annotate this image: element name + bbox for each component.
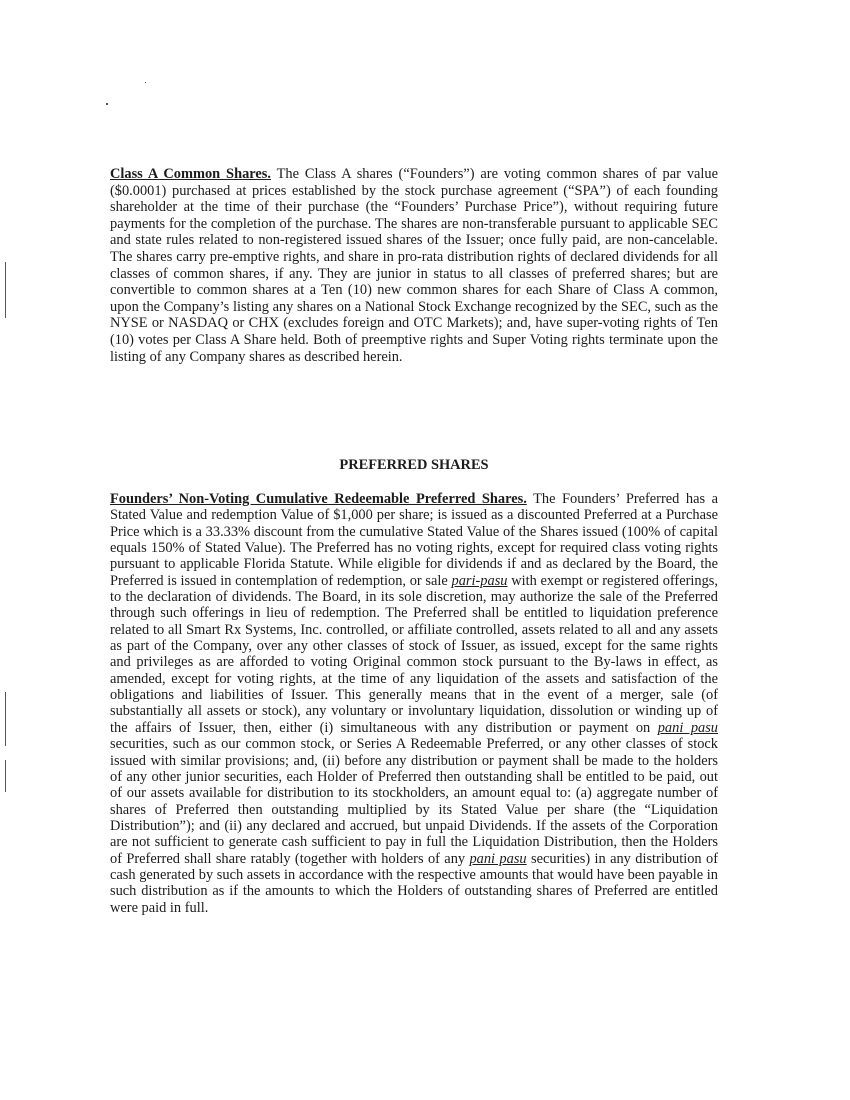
scan-margin-line <box>5 760 6 792</box>
scan-dot <box>106 103 108 105</box>
class-a-heading: Class A Common Shares. <box>110 166 271 182</box>
scan-margin-line <box>5 262 6 318</box>
founders-preferred-heading: Founders’ Non-Voting Cumulative Redeemable Preferred Shares. <box>110 491 527 507</box>
body-text-4: securities) in any distribution of cash generated by such assets in accordance with the respective amounts that would have been payable in such distribution as if the amounts to which the Holders of outstanding shares of Preferred are entitled were paid in full. <box>110 850 718 916</box>
preferred-shares-heading: PREFERRED SHARES <box>339 457 489 473</box>
scan-dot <box>145 82 146 83</box>
class-a-common-shares-paragraph <box>110 166 718 365</box>
body-text-2: with exempt or registered offerings, to the declaration of dividends. The Board, in its sole discretion, may authorize the sale of the Preferred through such offerings in lieu of redemption. The Preferred shall be entitled to liquidation preference related to all Smart Rx Systems, Inc. controlled, or affiliate controlled, assets related to all and any assets as part of the Company, over any other classes of stock of Issuer, as issued, except for the same rights and privileges as are afforded to voting Original common stock pursuant to the By-laws in effect, as amended, except for voting rights, at the time of any liquidation of the assets and satisfaction of the obligations and liabilities of Issuer. This generally means that in the event of a merger, sale (of substantially all assets or stock), any voluntary or involuntary liquidation, dissolution or winding up of the affairs of Issuer, then, either (i) simultaneous with any distribution or payment on <box>110 572 718 736</box>
scan-margin-line <box>5 692 6 746</box>
pani-pasu-term: pani pasu <box>657 719 719 736</box>
class-a-body: The Class A shares (“Founders”) are voting common shares of par value ($0.0001) purchased at prices established by the stock purchase agreement (“SPA”) of each founding shareholder at the time of their purchase (the “Founders’ Purchase Price”), without requiring future payments for the completion of the purchase. The shares are non-transferable pursuant to applicable SEC and state rules related to non-registered issued shares of the Issuer; once fully paid, are non-cancelable. The shares carry pre-emptive rights, and share in pro-rata distribution rights of declared dividends for all classes of common shares, if any. They are junior in status to all classes of preferred shares; but are convertible to common shares at a Ten (10) new common shares for each Share of Class A common, upon the Company’s listing any shares on a National Stock Exchange recognized by the SEC, such as the NYSE or NASDAQ or CHX (excludes foreign and OTC Markets); and, have super-voting rights of Ten (10) votes per Class A Share held. Both of preemptive rights and Super Voting rights terminate upon the listing of any Company shares as described herein. <box>110 166 718 365</box>
body-text-3: securities, such as our common stock, or Series A Redeemable Preferred, or any other classes of stock issued with similar provisions; and, (ii) before any distribution or payment shall be made to the holders of any other junior securities, each Holder of Preferred then outstanding shall be entitled to be paid, out of our assets available for distribution to its stockholders, an amount equal to: (a) aggregate number of shares of Preferred then outstanding multiplied by its Stated Value per share (the “Liquidation Distribution”); and (ii) any declared and accrued, but unpaid Dividends. If the assets of the Corporation are not sufficient to generate cash sufficient to pay in full the Liquidation Distribution, then the Holders of Preferred shall share ratably (together with holders of any <box>110 736 718 867</box>
pari-pasu-term: pari-pasu <box>451 572 508 589</box>
pani-pasu-term-2: pani pasu <box>469 850 527 867</box>
founders-preferred-paragraph <box>110 491 718 916</box>
body-text-1: The Founders’ Preferred has a Stated Value and redemption Value of $1,000 per share; is issued as a discounted Preferred at a Purchase Price which is a 33.33% discount from the cumulative Stated Value of the Shares issued (100% of capital equals 150% of Stated Value). The Preferred has no voting rights, except for required class voting rights pursuant to applicable Florida Statute. While eligible for dividends if and as declared by the Board, the Preferred is issued in contemplation of redemption, or sale <box>110 491 718 589</box>
